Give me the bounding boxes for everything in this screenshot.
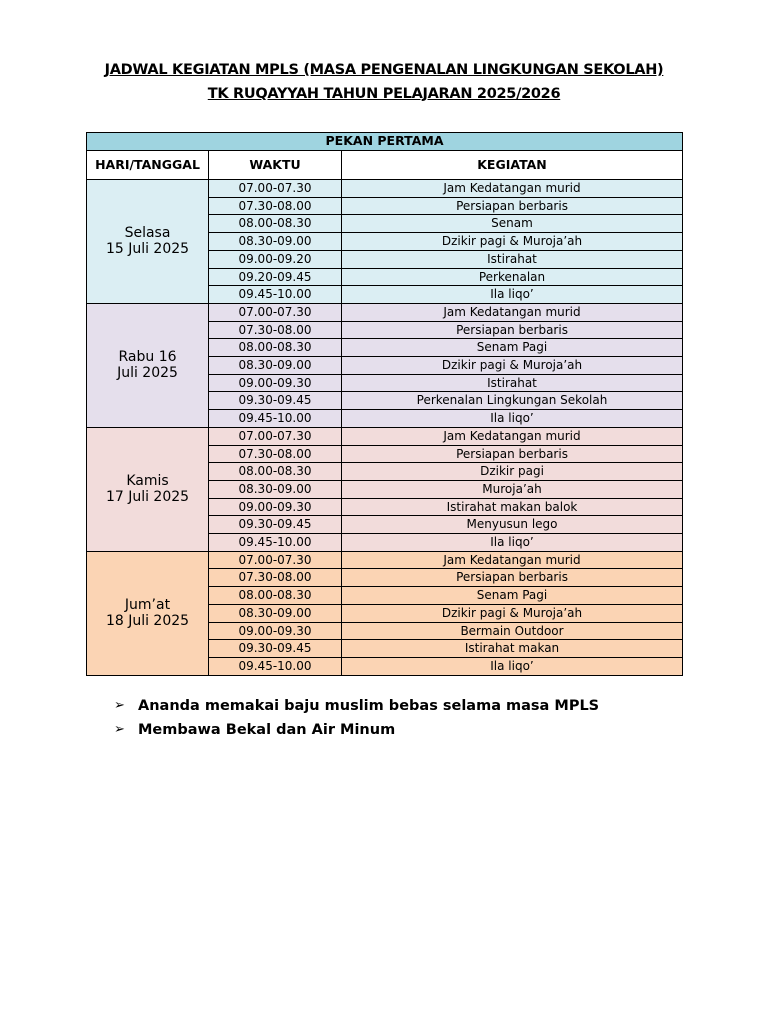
table-row bbox=[87, 551, 683, 569]
activity-cell: Dzikir pagi & Muroja’ah bbox=[342, 357, 683, 375]
activity-cell: Senam bbox=[342, 215, 683, 233]
time-cell: 07.30-08.00 bbox=[209, 569, 342, 587]
time-cell: 07.30-08.00 bbox=[209, 445, 342, 463]
activity-cell: Jam Kedatangan murid bbox=[342, 303, 683, 321]
day-date: Juli 2025 bbox=[117, 365, 178, 382]
activity-cell: Muroja’ah bbox=[342, 480, 683, 498]
table-row bbox=[87, 427, 683, 445]
day-name: Rabu 16 bbox=[118, 348, 177, 365]
activity-cell: Istirahat makan balok bbox=[342, 498, 683, 516]
activity-cell: Dzikir pagi & Muroja’ah bbox=[342, 604, 683, 622]
day-date: 17 Juli 2025 bbox=[105, 489, 190, 506]
activity-cell: Dzikir pagi bbox=[342, 463, 683, 481]
note-text: Ananda memakai baju muslim bebas selama masa MPLS bbox=[138, 698, 600, 714]
time-cell: 09.30-09.45 bbox=[209, 392, 342, 410]
activity-cell: Ila liqo’ bbox=[342, 286, 683, 304]
time-cell: 09.20-09.45 bbox=[209, 268, 342, 286]
time-cell: 09.30-09.45 bbox=[209, 640, 342, 658]
time-cell: 09.00-09.20 bbox=[209, 250, 342, 268]
day-cell bbox=[87, 427, 209, 551]
notes-list bbox=[114, 694, 599, 742]
activity-cell: Ila liqo’ bbox=[342, 657, 683, 675]
time-cell: 07.00-07.30 bbox=[209, 180, 342, 198]
table-row bbox=[87, 180, 683, 198]
table-row bbox=[87, 303, 683, 321]
column-header-activity: KEGIATAN bbox=[342, 151, 683, 180]
note-item bbox=[114, 718, 599, 742]
activity-cell: Perkenalan bbox=[342, 268, 683, 286]
activity-cell: Persiapan berbaris bbox=[342, 445, 683, 463]
activity-cell: Bermain Outdoor bbox=[342, 622, 683, 640]
activity-cell: Menyusun lego bbox=[342, 516, 683, 534]
time-cell: 08.00-08.30 bbox=[209, 215, 342, 233]
time-cell: 09.45-10.00 bbox=[209, 534, 342, 552]
time-cell: 09.00-09.30 bbox=[209, 498, 342, 516]
day-name: Kamis bbox=[126, 472, 169, 489]
day-cell bbox=[87, 303, 209, 427]
activity-cell: Jam Kedatangan murid bbox=[342, 427, 683, 445]
day-cell bbox=[87, 551, 209, 675]
day-date: 15 Juli 2025 bbox=[105, 241, 190, 258]
schedule-body bbox=[87, 180, 683, 676]
time-cell: 08.00-08.30 bbox=[209, 463, 342, 481]
activity-cell: Ila liqo’ bbox=[342, 534, 683, 552]
time-cell: 08.00-08.30 bbox=[209, 339, 342, 357]
day-name: Selasa bbox=[124, 224, 171, 241]
document-subtitle: TK RUQAYYAH TAHUN PELAJARAN 2025/2026 bbox=[207, 86, 561, 102]
activity-cell: Ila liqo’ bbox=[342, 410, 683, 428]
time-cell: 09.00-09.30 bbox=[209, 374, 342, 392]
note-text: Membawa Bekal dan Air Minum bbox=[138, 722, 396, 738]
time-cell: 09.45-10.00 bbox=[209, 286, 342, 304]
day-cell bbox=[87, 180, 209, 304]
column-header-time: WAKTU bbox=[209, 151, 342, 180]
arrow-bullet-icon: ➢ bbox=[114, 698, 125, 713]
activity-cell: Jam Kedatangan murid bbox=[342, 551, 683, 569]
time-cell: 07.00-07.30 bbox=[209, 427, 342, 445]
time-cell: 07.30-08.00 bbox=[209, 321, 342, 339]
activity-cell: Persiapan berbaris bbox=[342, 569, 683, 587]
time-cell: 09.45-10.00 bbox=[209, 410, 342, 428]
activity-cell: Persiapan berbaris bbox=[342, 197, 683, 215]
activity-cell: Istirahat bbox=[342, 250, 683, 268]
week-header: PEKAN PERTAMA bbox=[87, 133, 683, 151]
time-cell: 08.30-09.00 bbox=[209, 604, 342, 622]
document-title: JADWAL KEGIATAN MPLS (MASA PENGENALAN LINGKUNGAN SEKOLAH) bbox=[104, 62, 664, 78]
day-name: Jum’at bbox=[124, 596, 171, 613]
activity-cell: Perkenalan Lingkungan Sekolah bbox=[342, 392, 683, 410]
time-cell: 07.00-07.30 bbox=[209, 551, 342, 569]
activity-cell: Jam Kedatangan murid bbox=[342, 180, 683, 198]
column-header-day: HARI/TANGGAL bbox=[87, 151, 209, 180]
activity-cell: Persiapan berbaris bbox=[342, 321, 683, 339]
activity-cell: Istirahat makan bbox=[342, 640, 683, 658]
time-cell: 08.30-09.00 bbox=[209, 357, 342, 375]
activity-cell: Istirahat bbox=[342, 374, 683, 392]
note-item bbox=[114, 694, 599, 718]
activity-cell: Dzikir pagi & Muroja’ah bbox=[342, 233, 683, 251]
time-cell: 07.00-07.30 bbox=[209, 303, 342, 321]
activity-cell: Senam Pagi bbox=[342, 587, 683, 605]
activity-cell: Senam Pagi bbox=[342, 339, 683, 357]
arrow-bullet-icon: ➢ bbox=[114, 722, 125, 737]
time-cell: 09.45-10.00 bbox=[209, 657, 342, 675]
day-date: 18 Juli 2025 bbox=[105, 613, 190, 630]
time-cell: 08.00-08.30 bbox=[209, 587, 342, 605]
time-cell: 08.30-09.00 bbox=[209, 480, 342, 498]
time-cell: 08.30-09.00 bbox=[209, 233, 342, 251]
time-cell: 09.30-09.45 bbox=[209, 516, 342, 534]
time-cell: 09.00-09.30 bbox=[209, 622, 342, 640]
schedule-table bbox=[86, 132, 683, 676]
time-cell: 07.30-08.00 bbox=[209, 197, 342, 215]
